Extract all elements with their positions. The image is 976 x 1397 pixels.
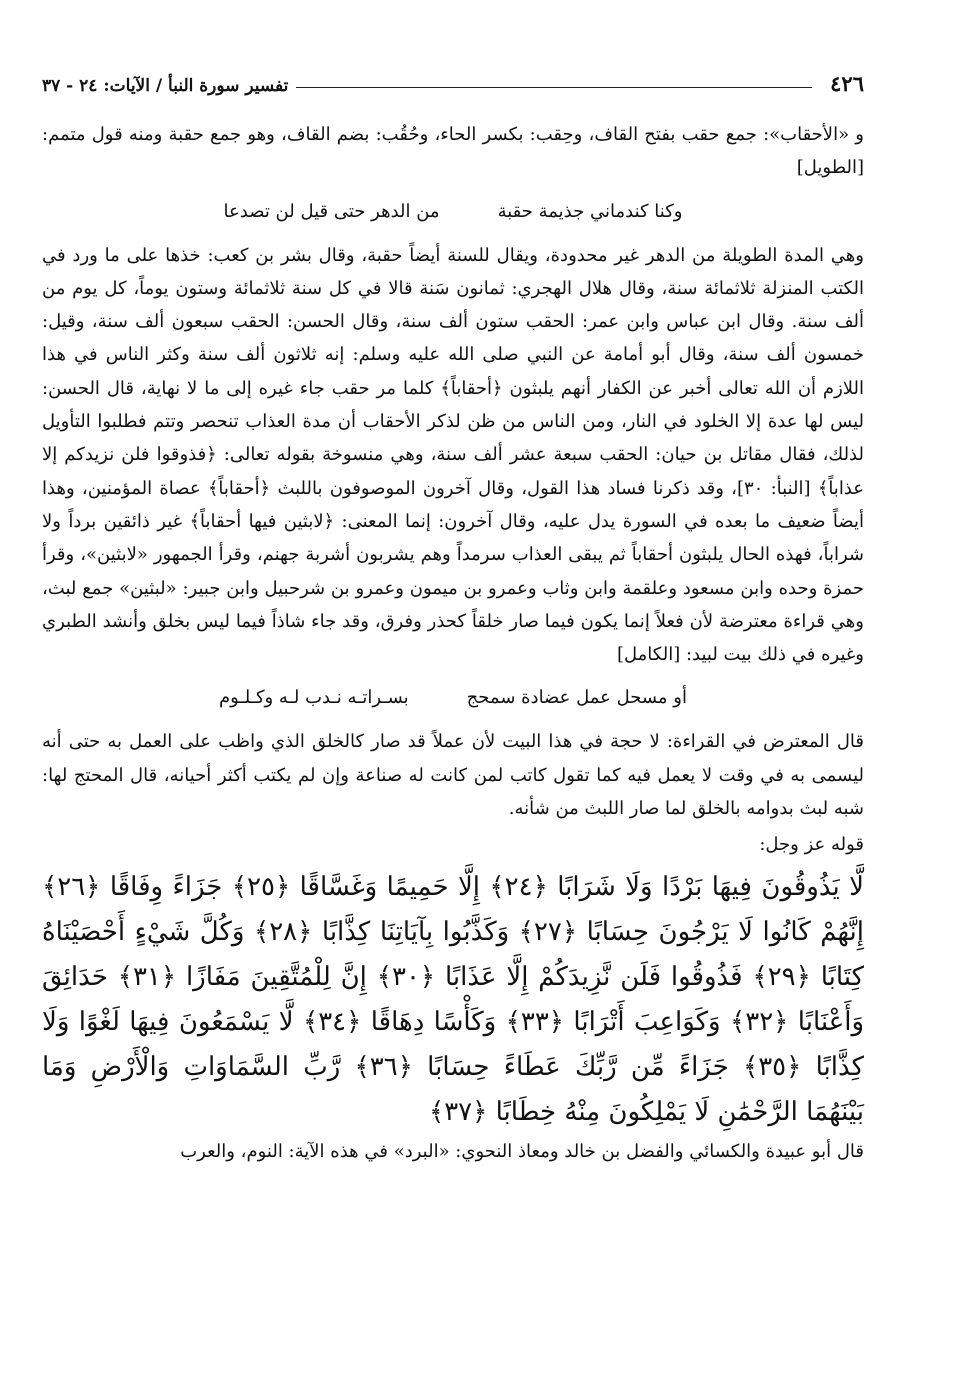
paragraph-ahqab: و «الأحقاب»: جمع حقب بفتح القاف، وحِقب: بكسر الحاء، وحُقُب: بضم القاف، وهو جمع حقبة ومنه قول متمم: [الطويل] (42, 124, 864, 179)
page-number: ٤٢٦ (830, 71, 864, 96)
running-header (42, 66, 864, 96)
verse-first-hemistich: أو مسحل عمل عضادة سمحج (466, 687, 687, 709)
paragraph-continuation: قال أبو عبيدة والكسائي والفضل بن خالد ومعاذ النحوي: «البرد» في هذه الآية: النوم، والعرب (180, 1141, 864, 1163)
running-title: تفسير سورة النبأ / الآيات: ٢٤ - ٣٧ (42, 76, 289, 96)
quran-passage: لَّا يَذُوقُونَ فِيهَا بَرْدًا وَلَا شَرَابًا ﴿٢٤﴾ إِلَّا حَمِيمًا وَغَسَّاقًا ﴿٢٥﴾ جَزَاءً وِفَاقًا ﴿٢٦﴾ إِنَّهُمْ كَانُوا لَا يَرْجُونَ حِسَابًا ﴿٢٧﴾ وَكَذَّبُوا بِآيَاتِنَا كِذَّابًا ﴿٢٨﴾ وَكُلَّ شَيْءٍ أَحْصَيْنَاهُ كِتَابًا ﴿٢٩﴾ فَذُوقُوا فَلَن نَّزِيدَكُمْ إِلَّا عَذَابًا ﴿٣٠﴾ إِنَّ لِلْمُتَّقِينَ مَفَازًا ﴿٣١﴾ حَدَائِقَ وَأَعْنَابًا ﴿٣٢﴾ وَكَوَاعِبَ أَتْرَابًا ﴿٣٣﴾ وَكَأْسًا دِهَاقًا ﴿٣٤﴾ لَّا يَسْمَعُونَ فِيهَا لَغْوًا وَلَا كِذَّابًا ﴿٣٥﴾ جَزَاءً مِّن رَّبِّكَ عَطَاءً حِسَابًا ﴿٣٦﴾ رَّبِّ السَّمَاوَاتِ وَالْأَرْضِ وَمَا بَيْنَهُمَا الرَّحْمَٰنِ لَا يَمْلِكُونَ مِنْهُ خِطَابًا ﴿٣٧﴾ (42, 872, 865, 1128)
verse-second-hemistich: من الدهر حتى قيل لن تصدعا (223, 200, 440, 222)
paragraph-commentary: وهي المدة الطويلة من الدهر غير محدودة، ويقال للسنة أيضاً حقبة، وقال بشر بن كعب: خذها على ما ورد في الكتب المنزلة ثلاثمائة سنة، وقال هلال الهجري: ثمانون سَنة قالا في كل سنة ثلاثمائة وستون يوماً، كل يوم من ألف سنة. وقال ابن عباس وابن عمر: الحقب ستون ألف سنة، وقال الحسن: الحقب سبعون ألف سنة، وقيل: خمسون ألف سنة، وقال أبو أمامة عن النبي صلى الله عليه وسلم: إنه ثلاثون ألف سنة وكثر الناس في هذا اللازم أن الله تعالى أخبر عن الكفار أنهم يلبثون ﴿أحقاباً﴾ كلما مر حقب جاء غيره إلى ما لا نهاية، قال الحسن: ليس لها عدة إلا الخلود في النار، ومن الناس من ظن لذكر الأحقاب أن مدة العذاب تنحصر وتتم فطلبوا التأويل لذلك، فقال مقاتل بن حيان: الحقب سبعة عشر ألف سنة، وهي منسوخة بقوله تعالى: ﴿فذوقوا فلن نزيدكم إلا عذاباً﴾ [النبأ: ٣٠]، وقد ذكرنا فساد هذا القول، وقال آخرون الموصوفون باللبث ﴿أحقاباً﴾ عصاة المؤمنين، وهذا أيضاً ضعيف ما بعده في السورة يدل عليه، وقال آخرون: إنما المعنى: ﴿لابثين فيها أحقاباً﴾ غير ذائقين برداً ولا شراباً، فهذه الحال يلبثون أحقاباً ثم يبقى العذاب سرمداً وهم يشربون أشربة جهنم، وقرأ الجمهور «لابثين»، وقرأ حمزة وحده وابن مسعود وعلقمة وابن وثاب وعمرو بن ميمون وعمرو بن شرحبيل وابن جبير: «لبثين» جمع لبث، وهي قراءة معترضة لأن فعلاً إنما يكون فيما صار خلقاً كحذر وفرق، وقد جاء شاذاً فيما ليس بخلق وأنشد الطبري وغيره في ذلك بيت لبيد: [الكامل] (42, 244, 865, 666)
verse-second-hemistich: بسـراتـه نـدب لـه وكـلـوم (219, 687, 409, 709)
quran-intro: قوله عز وجل: (759, 834, 864, 856)
paragraph-objection: قال المعترض في القراءة: لا حجة في هذا البيت لأن عملاً قد صار كالخلق الذي واظب على العمل به حتى أنه ليسمى به في وقت لا يعمل فيه كما تقول كاتب لمن كانت له صناعة وإن لم يكتب أكثر أحيانه، قال المحتج لها: شبه لبث بدوامه بالخلق لما صار اللبث من شأنه. (42, 731, 864, 820)
poetry-verse-labid (42, 678, 864, 718)
poetry-verse (42, 192, 864, 232)
header-rule (296, 87, 812, 88)
verse-first-hemistich: وكنا كندماني جذيمة حقبة (497, 200, 683, 222)
main-text (42, 118, 864, 1168)
